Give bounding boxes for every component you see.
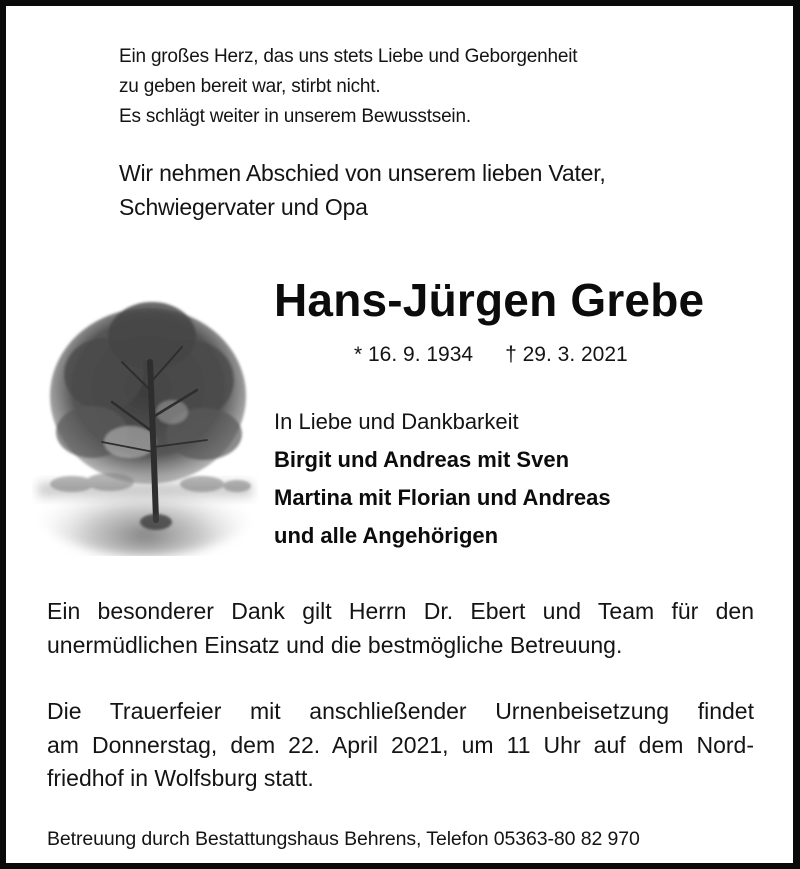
- mourner-line: Birgit und Andreas mit Sven: [274, 447, 570, 472]
- thanks-paragraph: [47, 595, 754, 662]
- signoff-block: [274, 403, 611, 555]
- verse-line: Es schlägt weiter in unserem Bewusstsein.: [119, 106, 471, 127]
- thanks-line: Ein besonderer Dank gilt Herrn Dr. Ebert und Team für den: [47, 598, 754, 624]
- signoff-intro: In Liebe und Dankbarkeit: [274, 409, 519, 434]
- funeral-line: friedhof in Wolfsburg statt.: [47, 765, 314, 791]
- obituary-notice: [6, 6, 793, 863]
- verse-line: zu geben bereit war, stirbt nicht.: [119, 76, 381, 97]
- funeral-line: Die Trauerfeier mit anschließender Urnenbeisetzung findet: [47, 698, 754, 724]
- farewell-line: Wir nehmen Abschied von unserem lieben Vater,: [119, 160, 606, 186]
- verse-line: Ein großes Herz, das uns stets Liebe und Geborgenheit: [119, 46, 578, 67]
- thanks-line: unermüdlichen Einsatz und die bestmögliche Betreuung.: [47, 631, 623, 658]
- memorial-verse: [119, 42, 577, 132]
- funeral-line: am Donnerstag, dem 22. April 2021, um 11 Uhr auf dem Nord-: [47, 731, 754, 758]
- birth-date: * 16. 9. 1934: [354, 343, 474, 366]
- farewell-line: Schwiegervater und Opa: [119, 194, 368, 220]
- mourner-line: und alle Angehörigen: [274, 523, 499, 548]
- farewell-statement: [119, 156, 606, 224]
- death-date: † 29. 3. 2021: [505, 343, 628, 366]
- funeral-details-paragraph: [47, 695, 754, 796]
- tree-in-fog-photo: [32, 292, 258, 556]
- funeral-home-contact: Betreuung durch Bestattungshaus Behrens, Telefon 05363-80 82 970: [47, 828, 640, 850]
- mourner-line: Martina mit Florian und Andreas: [274, 485, 611, 510]
- deceased-name: Hans-Jürgen Grebe: [274, 274, 705, 326]
- life-dates: [354, 340, 628, 370]
